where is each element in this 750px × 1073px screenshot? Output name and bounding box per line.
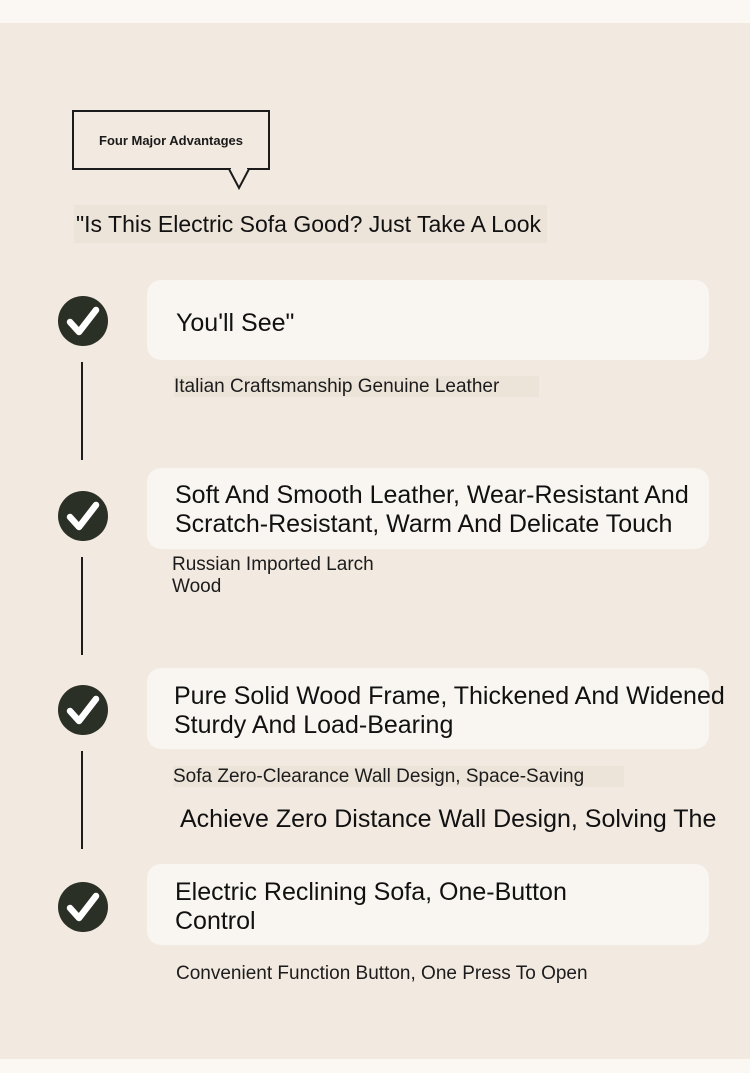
advantage-card-title: Pure Solid Wood Frame, Thickened And Widened Sturdy And Load-Bearing xyxy=(174,682,725,739)
advantage-description: Sofa Zero-Clearance Wall Design, Space-Saving xyxy=(173,766,624,788)
advantages-badge-label: Four Major Advantages xyxy=(99,132,243,148)
check-circle-icon xyxy=(58,491,108,541)
advantage-card xyxy=(147,668,725,749)
page-headline: "Is This Electric Sofa Good? Just Take A Look xyxy=(74,205,547,243)
advantage-card xyxy=(147,468,709,549)
advantage-description: Russian Imported Larch Wood xyxy=(172,554,374,597)
check-circle-icon xyxy=(58,882,108,932)
check-circle-icon xyxy=(58,296,108,346)
timeline-connector xyxy=(81,751,83,849)
timeline-connector xyxy=(81,557,83,655)
advantage-card-title: Electric Reclining Sofa, One-Button Control xyxy=(175,878,567,935)
speech-bubble-tail-icon xyxy=(229,168,249,190)
advantage-description: Italian Craftsmanship Genuine Leather xyxy=(174,376,539,398)
advantage-card xyxy=(147,864,709,945)
advantage-card-title: Soft And Smooth Leather, Wear-Resistant And Scratch-Resistant, Warm And Delicate Touch xyxy=(175,481,689,538)
advantage-description: Convenient Function Button, One Press To Open xyxy=(176,963,588,984)
advantage-card-title: You'll See" xyxy=(176,309,295,337)
timeline-connector xyxy=(81,362,83,460)
advantage-extra-line: Achieve Zero Distance Wall Design, Solving The xyxy=(180,805,717,833)
advantages-badge xyxy=(72,110,270,170)
advantage-card xyxy=(147,280,709,360)
check-circle-icon xyxy=(58,685,108,735)
